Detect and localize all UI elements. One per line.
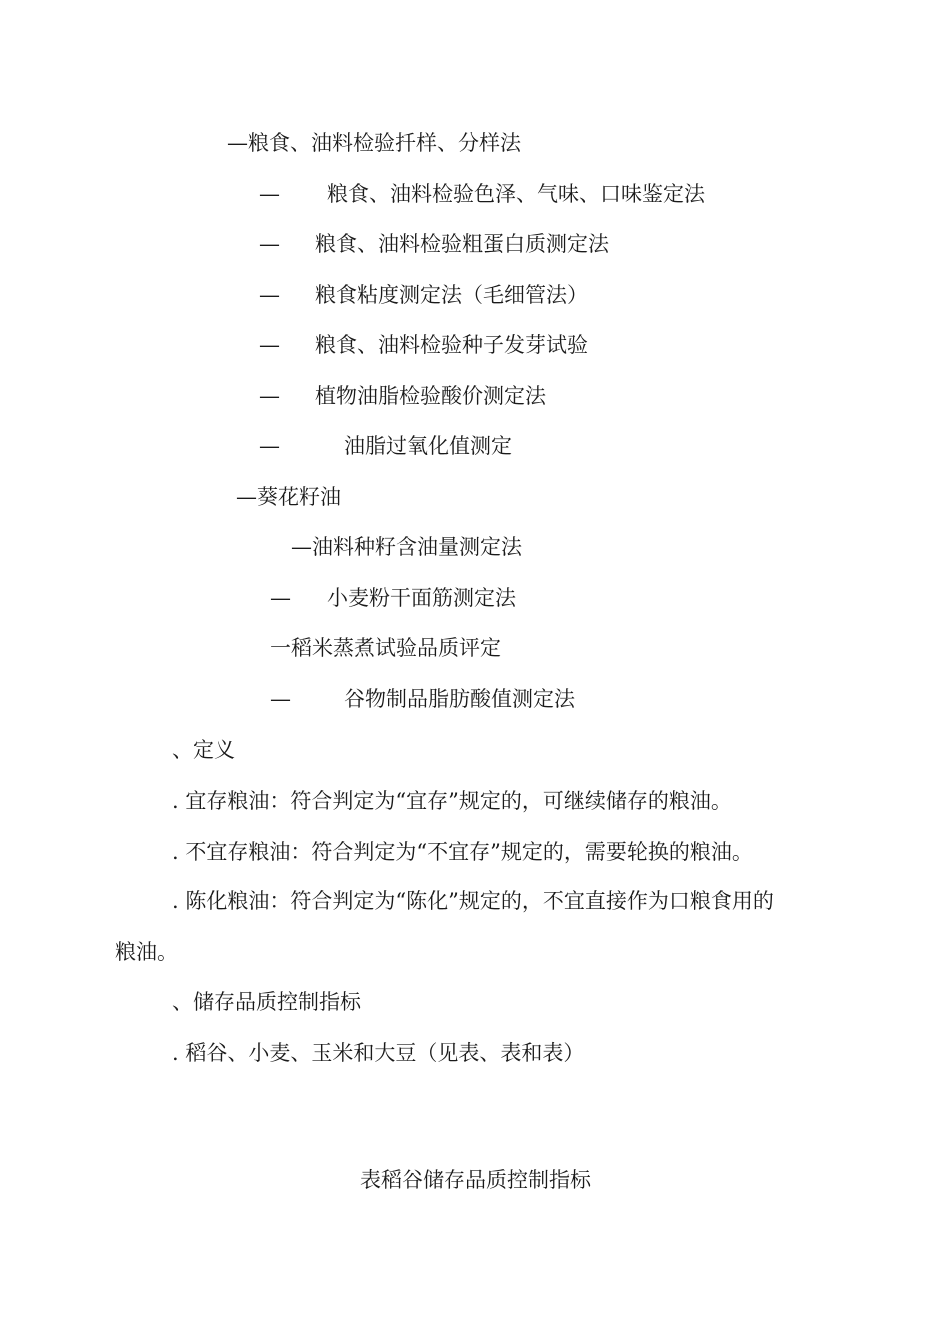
definition-3-line-1: . 陈化粮油：符合判定为“陈化”规定的，不宜直接作为口粮食用的 — [172, 889, 774, 913]
definitions-heading: 、定义 — [172, 738, 235, 762]
standard-item-8: —葵花籽油 — [236, 485, 341, 509]
standard-item-3: 粮食、油料检验粗蛋白质测定法 — [315, 232, 609, 256]
standard-item-4: 粮食粘度测定法（毛细管法） — [315, 283, 588, 307]
standard-item-9: —油料种籽含油量测定法 — [291, 535, 522, 559]
standard-item-5: 粮食、油料检验种子发芽试验 — [315, 333, 588, 357]
definition-3-line-2: 粮油。 — [115, 940, 178, 964]
standard-item-10: 小麦粉干面筋测定法 — [327, 586, 516, 610]
table-caption: 表稻谷储存品质控制指标 — [360, 1168, 591, 1192]
standard-item-5-dash: — — [259, 333, 280, 357]
standard-item-6: 植物油脂检验酸价测定法 — [315, 384, 546, 408]
standard-item-10-dash: — — [270, 586, 291, 610]
standard-item-2-dash: — — [259, 182, 280, 206]
standard-item-11: 一稻米蒸煮试验品质评定 — [270, 636, 501, 660]
standard-item-7: 油脂过氧化值测定 — [344, 434, 512, 458]
standard-item-6-dash: — — [259, 384, 280, 408]
standard-item-12: 谷物制品脂肪酸值测定法 — [344, 687, 575, 711]
standard-item-3-dash: — — [259, 232, 280, 256]
definition-1: . 宜存粮油：符合判定为“宜存”规定的，可继续储存的粮油。 — [172, 789, 732, 813]
quality-control-item-1: . 稻谷、小麦、玉米和大豆（见表、表和表） — [172, 1041, 585, 1065]
standard-item-2: 粮食、油料检验色泽、气味、口味鉴定法 — [327, 182, 705, 206]
standard-item-1: —粮食、油料检验扦样、分样法 — [227, 131, 521, 155]
standard-item-4-dash: — — [259, 283, 280, 307]
definition-2: . 不宜存粮油：符合判定为“不宜存”规定的，需要轮换的粮油。 — [172, 840, 753, 864]
standard-item-12-dash: — — [270, 687, 291, 711]
standard-item-7-dash: — — [259, 434, 280, 458]
quality-control-heading: 、储存品质控制指标 — [172, 990, 361, 1014]
